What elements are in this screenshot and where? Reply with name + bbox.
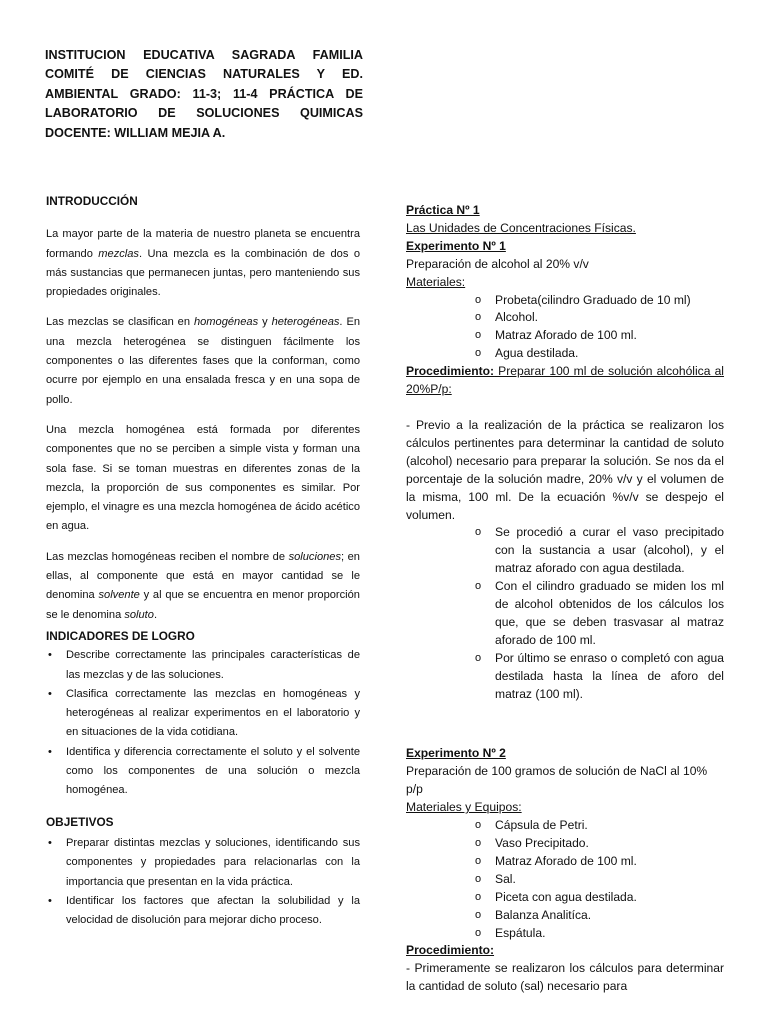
list-item: o Vaso Precipitado. [473,835,724,853]
exp2-materials-list [406,817,724,942]
intro-paragraph-3: Una mezcla homogénea está formada por diferentes componentes que no se perciben a simple vista y forman una sola fase. Si se toman muestras en diferentes zonas de la mezcla, la proporción de sus componentes es similar. Por ejemplo, el vinagre es una mezcla homogénea de ácido acético en agua. [46,423,360,533]
exp1-description: Preparación de alcohol al 20% v/v [406,256,589,271]
exp2-procedure-text: - Primeramente se realizaron los cálculos para determinar la cantidad de soluto (sal) necesario para [406,961,724,994]
exp1-materials-list [406,292,724,364]
list-item: o Matraz Aforado de 100 ml. [473,327,724,345]
objetivos-list [46,834,360,930]
list-item: o Se procedió a curar el vaso precipitado con la sustancia a usar (alcohol), y el matraz aforado con agua destilada. [473,524,724,578]
left-column [46,192,360,942]
list-item: o Piceta con agua destilada. [473,889,724,907]
exp1-title: Experimento Nº 1 [406,238,506,253]
header-line: LABORATORIO DE SOLUCIONES QUIMICAS [45,106,363,121]
exp2-title: Experimento Nº 2 [406,746,506,761]
list-item: • Clasifica correctamente las mezclas en homogéneas y heterogéneas al realizar experimentos en el laboratorio y en situaciones de la vida cotidiana. [46,685,360,743]
practica-title: Práctica Nº 1 [406,203,480,217]
list-item: • Preparar distintas mezclas y soluciones, identificando sus componentes y propiedades para relacionarlas con la importancia que presentan en la vida práctica. [46,834,360,892]
exp1-materials-label: Materiales: [406,274,466,289]
indicadores-list [46,646,360,800]
indicadores-heading: INDICADORES DE LOGRO [46,628,195,643]
list-item: • Describe correctamente las principales características de las mezclas y de las soluciones. [46,646,360,685]
list-item: o Matraz Aforado de 100 ml. [473,853,724,871]
list-item: o Espátula. [473,925,724,943]
list-item: o Alcohol. [473,309,724,327]
exp1-procedure-heading: Procedimiento: Preparar 100 ml de solución alcohólica al 20%P/p: [406,364,724,397]
list-item: o Balanza Analitíca. [473,907,724,925]
list-item: o Probeta(cilindro Graduado de 10 ml) [473,292,724,310]
intro-paragraph-2: Las mezclas se clasifican en homogéneas y heterogéneas. En una mezcla heterogénea se distinguen fácilmente los componentes o las diferentes fases que la conforman, como ocurre por ejemplo en una ensalada fresca y en una sopa de pollo. [46,316,361,406]
list-item: o Cápsula de Petri. [473,817,724,835]
header-line: AMBIENTAL GRADO: 11-3; 11-4 PRÁCTICA DE [45,86,363,101]
exp1-steps-list [406,524,724,703]
right-column [406,202,724,996]
intro-heading: INTRODUCCIÓN [46,194,138,208]
list-item: o Con el cilindro graduado se miden los ml de alcohol obtenidos de los cálculos los que, que se deben trasvasar al matraz aforado de 100 ml. [473,578,724,650]
list-item: • Identificar los factores que afectan la solubilidad y la velocidad de disolución para mejorar dicho proceso. [46,892,360,931]
header-line: DOCENTE: WILLIAM MEJIA A. [45,125,226,140]
document-header [45,46,363,143]
list-item: o Agua destilada. [473,345,724,363]
list-item: o Por último se enraso o completó con agua destilada hasta la línea de aforo del matraz (100 ml). [473,650,724,704]
header-line: INSTITUCION EDUCATIVA SAGRADA FAMILIA [45,48,363,62]
intro-paragraph-1: La mayor parte de la materia de nuestro planeta se encuentra formando mezclas. Una mezcla es la combinación de dos o más sustancias que permanecen juntas, pero manteniendo sus propiedades originales. [46,228,360,299]
intro-paragraph-4: Las mezclas homogéneas reciben el nombre de soluciones; en ellas, al componente que está en mayor cantidad se le denomina solvente y al que se encuentra en menor proporción se le denomina soluto. [46,550,360,621]
exp2-procedure-label: Procedimiento: [406,943,495,958]
header-line: COMITÉ DE CIENCIAS NATURALES Y ED. [45,67,363,82]
exp2-description: Preparación de 100 gramos de solución de NaCl al 10% p/p [406,764,708,797]
exp2-materials-label: Materiales y Equipos: [406,800,522,815]
list-item: o Sal. [473,871,724,889]
exp1-procedure-text: - Previo a la realización de la práctica se realizaron los cálculos pertinentes para determinar la cantidad de soluto (alcohol) necesario para preparar la solución. Se nos da el porcentaje de la solución madre, 20% v/v y el volumen de la misma, 100 ml. De la ecuación %v/v se despejo el volumen. [406,417,724,522]
objetivos-heading: OBJETIVOS [46,814,114,829]
practica-subtitle: Las Unidades de Concentraciones Físicas. [406,220,636,235]
list-item: • Identifica y diferencia correctamente el soluto y el solvente como los componentes de una solución o mezcla homogénea. [46,743,360,801]
